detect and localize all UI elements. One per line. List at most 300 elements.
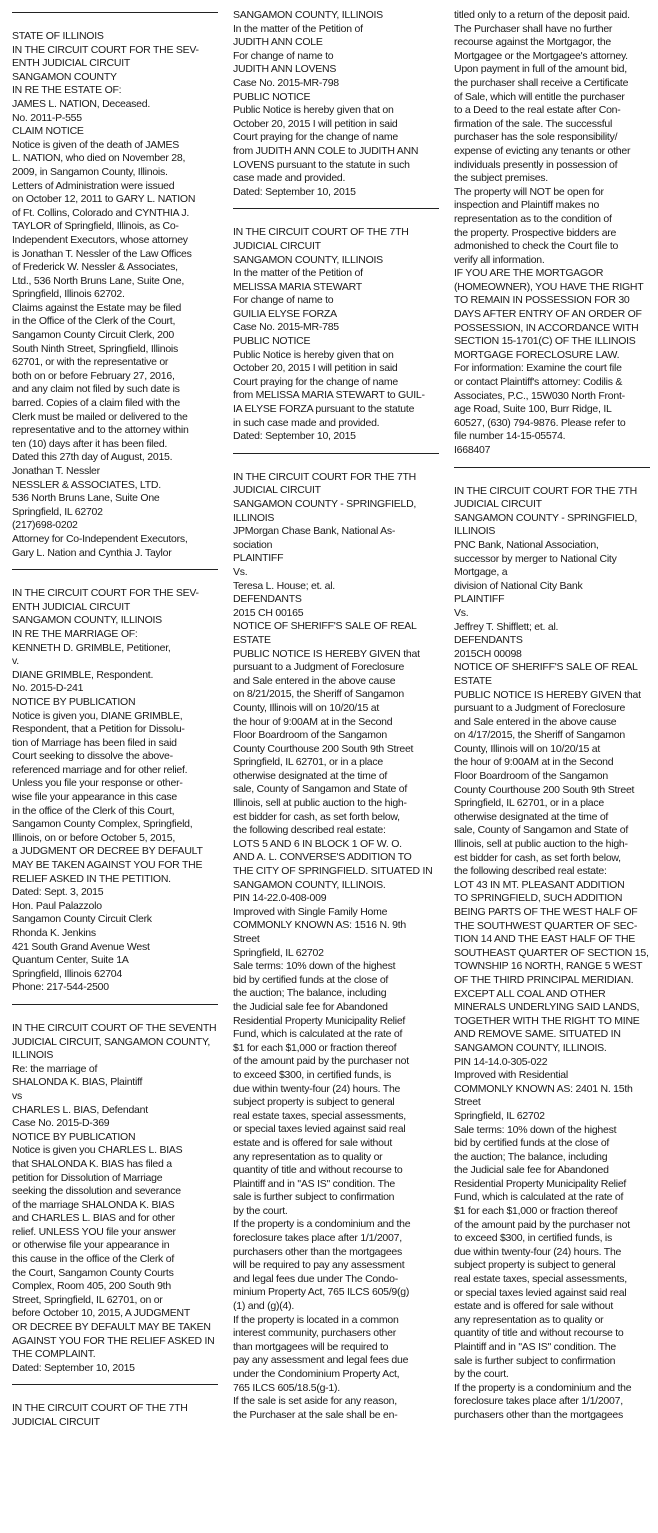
notice-line: NESSLER & ASSOCIATES, LTD. bbox=[12, 478, 161, 491]
notice-line: on 4/17/2015, the Sheriff of Sangamon bbox=[454, 729, 625, 742]
notice-line: If the property is a condominium and the bbox=[233, 1218, 411, 1231]
notice-line: If the property is a condominium and the bbox=[454, 1381, 632, 1394]
notice-line: sociation bbox=[233, 538, 273, 551]
notice-line: petition for Dissolution of Marriage bbox=[12, 1171, 163, 1184]
notice-line: pursuant to a Judgment of Foreclosure bbox=[233, 661, 405, 674]
notice-line: NOTICE OF SHERIFF'S SALE OF REAL bbox=[454, 661, 638, 674]
spacer bbox=[12, 560, 218, 569]
notice-line: that SHALONDA K. BIAS has filed a bbox=[12, 1157, 172, 1170]
notice-line: titled only to a return of the deposit paid. bbox=[454, 9, 630, 21]
notice-line: or special taxes levied against said real bbox=[454, 1286, 627, 1299]
notice-line: AGAINST YOU FOR THE RELIEF ASKED IN bbox=[12, 1334, 215, 1347]
notice-line: LOTS 5 AND 6 IN BLOCK 1 OF W. O. bbox=[233, 837, 402, 850]
notice-line: IA ELYSE FORZA pursuant to the statute bbox=[233, 403, 415, 416]
notice-line: PUBLIC NOTICE IS HEREBY GIVEN that bbox=[233, 647, 420, 660]
notice-line: NOTICE OF SHERIFF'S SALE OF REAL bbox=[233, 620, 417, 633]
notice-line: Hon. Paul Palazzolo bbox=[12, 899, 102, 912]
spacer bbox=[12, 995, 218, 1004]
notice-line: DEFENDANTS bbox=[233, 593, 302, 606]
notice-line: JUDICIAL CIRCUIT bbox=[233, 239, 321, 252]
notice-line: PUBLIC NOTICE bbox=[233, 90, 311, 103]
notice-line: from JUDITH ANN COLE to JUDITH ANN bbox=[233, 144, 419, 157]
notice-line: IN THE CIRCUIT COURT FOR THE SEV- bbox=[12, 43, 199, 56]
column-3 bbox=[454, 0, 650, 1533]
notice-line: on 8/21/2015, the Sheriff of Sangamon bbox=[233, 688, 404, 701]
notice-line: to a Deed to the real estate after Con- bbox=[454, 104, 621, 117]
notice-line: IF YOU ARE THE MORTGAGOR bbox=[454, 267, 604, 280]
notice-line: any representation as to quality or bbox=[454, 1313, 604, 1326]
notice-line: Ltd., 536 North Bruns Lane, Suite One, bbox=[12, 274, 185, 287]
notice-line: AND A. L. CONVERSE'S ADDITION TO bbox=[233, 851, 412, 864]
notice-line: Jeffrey T. Shifflett; et. al. bbox=[454, 620, 559, 633]
notice-line: 2015 CH 00165 bbox=[233, 606, 304, 619]
notice-line: Improved with Single Family Home bbox=[233, 905, 388, 918]
notice-line: COMMONLY KNOWN AS: 1516 N. 9th bbox=[233, 919, 406, 932]
notice-line: purchasers other than the mortgagees bbox=[233, 1245, 403, 1258]
legal-notice bbox=[12, 587, 218, 995]
spacer bbox=[233, 209, 439, 226]
notice-line: For change of name to bbox=[233, 49, 334, 62]
notice-line: Sangamon County Circuit Clerk, 200 bbox=[12, 329, 174, 342]
notice-line: than mortgagees will be required to bbox=[233, 1340, 389, 1353]
notice-line: Clerk must be mailed or delivered to the bbox=[12, 410, 188, 423]
notice-line: case made and provided. bbox=[233, 172, 346, 185]
legal-notice bbox=[454, 9, 650, 458]
notice-line: RELIEF ASKED IN THE PETITION. bbox=[12, 872, 171, 885]
notice-line: relief. UNLESS YOU file your answer bbox=[12, 1225, 176, 1238]
notice-line: JAMES L. NATION, Deceased. bbox=[12, 97, 151, 110]
notice-line: DAYS AFTER ENTRY OF AN ORDER OF bbox=[454, 308, 642, 321]
notice-line: barred. Copies of a claim filed with the bbox=[12, 397, 181, 410]
notice-line: the Judicial sale fee for Abandoned bbox=[233, 1000, 388, 1013]
notice-line: Upon payment in full of the amount bid, bbox=[454, 63, 627, 76]
notice-line: CHARLES L. BIAS, Defendant bbox=[12, 1103, 148, 1116]
notice-line: PNC Bank, National Association, bbox=[454, 538, 599, 551]
notice-line: IN THE CIRCUIT COURT FOR THE 7TH bbox=[233, 470, 416, 483]
notice-line: Letters of Administration were issued bbox=[12, 179, 175, 192]
notice-line: Public Notice is hereby given that on bbox=[233, 104, 394, 117]
notice-line: the property. Prospective bidders are bbox=[454, 226, 617, 239]
notice-line: subject property is subject to general bbox=[233, 1096, 395, 1109]
notice-line: Unless you file your response or other- bbox=[12, 777, 183, 790]
notice-line: Springfield, IL 62702 bbox=[233, 946, 324, 959]
column-2 bbox=[233, 0, 439, 1533]
notice-line: or contact Plaintiff's attorney: Codilis & bbox=[454, 376, 623, 389]
notice-line: and any claim not filed by such date is bbox=[12, 383, 180, 396]
notice-line: Springfield, Illinois 62702. bbox=[12, 288, 125, 301]
notice-line: or special taxes levied against said real bbox=[233, 1123, 406, 1136]
notice-line: In the matter of the Petition of bbox=[233, 267, 363, 280]
notice-line: PLAINTIFF bbox=[454, 593, 505, 606]
notice-line: Illinois, on or before October 5, 2015, bbox=[12, 831, 176, 844]
notice-line: Notice is given you CHARLES L. BIAS bbox=[12, 1144, 183, 1157]
notice-line: Case No. 2015-MR-798 bbox=[233, 76, 339, 89]
notice-line: Fund, which is calculated at the rate of bbox=[454, 1191, 624, 1204]
notice-line: MINERALS UNDERLYING SAID LANDS, bbox=[454, 1001, 640, 1014]
notice-line: ILLINOIS bbox=[12, 1049, 54, 1062]
notice-line: If the sale is set aside for any reason, bbox=[233, 1395, 397, 1408]
notice-line: Public Notice is hereby given that on bbox=[233, 348, 394, 361]
notice-line: County Courthouse 200 South 9th Street bbox=[454, 783, 635, 796]
notice-line: (1) and (g)(4). bbox=[233, 1300, 295, 1313]
spacer bbox=[12, 13, 218, 30]
notice-line: 2009, in Sangamon County, Illinois. bbox=[12, 165, 168, 178]
notice-line: the hour of 9:00AM at in the Second bbox=[454, 756, 614, 769]
notice-line: ESTATE bbox=[454, 674, 492, 687]
notice-line: Case No. 2015-D-369 bbox=[12, 1117, 110, 1130]
notice-line: the auction; The balance, including bbox=[233, 987, 387, 1000]
notice-line: October 20, 2015 I will petition in said bbox=[233, 362, 398, 375]
spacer bbox=[233, 0, 439, 9]
notice-line: (217)698-0202 bbox=[12, 519, 78, 532]
notice-line: quantity of title and without recourse to bbox=[454, 1327, 624, 1340]
notice-line: Springfield, IL 62702 bbox=[12, 505, 103, 518]
notice-line: Fund, which is calculated at the rate of bbox=[233, 1028, 403, 1041]
notice-line: Plaintiff and in "AS IS" condition. The bbox=[454, 1341, 616, 1353]
notice-line: estate and is offered for sale without bbox=[454, 1300, 613, 1313]
notice-line: to exceed $300, in certified funds, is bbox=[233, 1068, 392, 1081]
notice-line: JUDITH ANN LOVENS bbox=[233, 63, 337, 76]
notice-line: bid by certified funds at the close of bbox=[454, 1137, 610, 1150]
notice-line: ILLINOIS bbox=[233, 511, 275, 524]
notice-line: TAYLOR of Springfield, Illinois, as Co- bbox=[12, 220, 179, 233]
notice-line: purchaser has the sole responsibility/ bbox=[454, 131, 618, 144]
notice-line: Improved with Residential bbox=[454, 1069, 568, 1082]
notice-line: $1 for each $1,000 or fraction thereof bbox=[454, 1205, 618, 1218]
notice-line: ENTH JUDICIAL CIRCUIT bbox=[12, 57, 131, 70]
notice-line: Street bbox=[233, 933, 260, 945]
notice-line: the purchaser shall receive a Certificate bbox=[454, 76, 629, 89]
notice-line: by the court. bbox=[454, 1368, 509, 1381]
notice-line: sale is further subject to confirmation bbox=[233, 1191, 395, 1204]
notice-line: OF THE THIRD PRINCIPAL MERIDIAN. bbox=[454, 973, 634, 986]
notice-line: Dated: Sept. 3, 2015 bbox=[12, 886, 104, 899]
notice-line: Illinois, sell at public auction to the high- bbox=[233, 797, 407, 810]
notice-line: 536 North Bruns Lane, Suite One bbox=[12, 492, 160, 505]
notice-line: admonished to check the Court file to bbox=[454, 240, 619, 253]
notice-line: individuals presently in possession of bbox=[454, 158, 618, 171]
notice-line: Vs. bbox=[454, 606, 469, 619]
notice-line: LOT 43 IN MT. PLEASANT ADDITION bbox=[454, 878, 625, 891]
notice-line: IN RE THE ESTATE OF: bbox=[12, 84, 122, 97]
notice-line: Notice is given of the death of JAMES bbox=[12, 138, 180, 151]
notice-line: Dated: September 10, 2015 bbox=[233, 430, 356, 443]
notice-line: Springfield, IL 62701, or in a place bbox=[233, 756, 383, 769]
notice-line: ENTH JUDICIAL CIRCUIT bbox=[12, 600, 131, 613]
notice-line: Dated: September 10, 2015 bbox=[12, 1361, 135, 1374]
notice-line: a JUDGMENT OR DECREE BY DEFAULT bbox=[12, 845, 203, 858]
notice-line: AND REMOVE SAME. SITUATED IN bbox=[454, 1028, 621, 1041]
notice-line: real estate taxes, special assessments, bbox=[233, 1109, 406, 1122]
notice-line: wise file your appearance in this case bbox=[12, 791, 178, 804]
notice-line: CLAIM NOTICE bbox=[12, 125, 84, 138]
notice-line: Springfield, IL 62701, or in a place bbox=[454, 797, 604, 810]
notice-line: Sale terms: 10% down of the highest bbox=[454, 1123, 617, 1136]
notice-line: Court praying for the change of name bbox=[233, 131, 398, 144]
notice-line: Springfield, IL 62702 bbox=[454, 1109, 545, 1122]
notice-line: Complex, Room 405, 200 South 9th bbox=[12, 1280, 171, 1293]
notice-line: Teresa L. House; et. al. bbox=[233, 579, 335, 592]
notice-line: PUBLIC NOTICE bbox=[233, 335, 311, 348]
notice-line: Court praying for the change of name bbox=[233, 375, 398, 388]
notice-line: Illinois, sell at public auction to the high- bbox=[454, 838, 628, 851]
notice-line: in the Office of the Clerk of the Court, bbox=[12, 315, 176, 328]
notice-line: ILLINOIS bbox=[454, 525, 496, 538]
notice-line: expense of evicting any tenants or other bbox=[454, 144, 631, 157]
notice-line: the subject premises. bbox=[454, 172, 548, 185]
notice-line: Floor Boardroom of the Sangamon bbox=[454, 770, 608, 783]
notice-line: IN THE CIRCUIT COURT OF THE 7TH bbox=[233, 226, 409, 239]
notice-line: any representation as to quality or bbox=[233, 1150, 383, 1163]
notice-line: SANGAMON COUNTY, ILLINOIS. bbox=[233, 878, 386, 891]
notice-line: Re: the marriage of bbox=[12, 1062, 98, 1075]
notice-line: SANGAMON COUNTY, ILLINOIS. bbox=[454, 1041, 607, 1054]
notice-line: KENNETH D. GRIMBLE, Petitioner, bbox=[12, 641, 171, 654]
notice-line: JUDITH ANN COLE bbox=[233, 36, 323, 49]
notice-line: County, Illinois will on 10/20/15 at bbox=[454, 742, 601, 755]
notice-line: JUDICIAL CIRCUIT bbox=[454, 498, 542, 511]
notice-line: 765 ILCS 605/18.5(g-1). bbox=[233, 1381, 340, 1394]
notice-line: MORTGAGE FORECLOSURE LAW. bbox=[454, 348, 620, 361]
notice-line: pay any assessment and legal fees due bbox=[233, 1354, 409, 1367]
notice-line: successor by merger to National City bbox=[454, 552, 617, 565]
notice-line: sale, County of Sangamon and State of bbox=[233, 783, 408, 796]
notice-line: TO REMAIN IN POSSESSION FOR 30 bbox=[454, 294, 630, 307]
notice-line: 60527, (630) 794-9876. Please refer to bbox=[454, 416, 626, 429]
notice-line: real estate taxes, special assessments, bbox=[454, 1273, 627, 1286]
notice-line: representation as to the condition of bbox=[454, 212, 612, 225]
notice-line: otherwise designated at the time of bbox=[454, 810, 609, 823]
notice-line: Claims against the Estate may be filed bbox=[12, 301, 182, 314]
notice-line: of Frederick W. Nessler & Associates, bbox=[12, 261, 178, 274]
notice-line: Independent Executors, whose attorney bbox=[12, 233, 188, 246]
spacer bbox=[454, 458, 650, 467]
notice-line: No. 2015-D-241 bbox=[12, 682, 84, 695]
notice-line: THE SOUTHWEST QUARTER OF SEC- bbox=[454, 919, 638, 932]
notice-line: quantity of title and without recourse to bbox=[233, 1164, 403, 1177]
notice-line: IN THE CIRCUIT COURT FOR THE SEV- bbox=[12, 587, 199, 600]
notice-line: in such case made and provided. bbox=[233, 416, 380, 429]
column-1 bbox=[12, 0, 218, 1533]
notice-line: Residential Property Municipality Relief bbox=[233, 1014, 406, 1027]
notice-line: SANGAMON COUNTY, ILLINOIS bbox=[12, 614, 162, 627]
notice-line: JUDICIAL CIRCUIT, SANGAMON COUNTY, bbox=[12, 1035, 211, 1048]
spacer bbox=[454, 468, 650, 485]
notice-line: due within twenty-four (24) hours. The bbox=[233, 1082, 401, 1095]
notice-line: The property will NOT be open for bbox=[454, 185, 604, 198]
notice-line: MAY BE TAKEN AGAINST YOU FOR THE bbox=[12, 859, 203, 872]
notice-line: Floor Boardroom of the Sangamon bbox=[233, 729, 387, 742]
notice-line: LOVENS pursuant to the statute in such bbox=[233, 158, 410, 171]
notice-line: minium Property Act, 765 ILCS 605/9(g) bbox=[233, 1286, 410, 1299]
notice-line: Case No. 2015-MR-785 bbox=[233, 321, 339, 334]
notice-line: Mortgagee or the Mortgagee's attorney. bbox=[454, 49, 628, 62]
notice-line: of Ft. Collins, Colorado and CYNTHIA J. bbox=[12, 206, 189, 219]
notice-line: 421 South Grand Avenue West bbox=[12, 940, 150, 953]
notice-line: $1 for each $1,000 or fraction thereof bbox=[233, 1041, 397, 1054]
notice-line: and Sale entered in the above cause bbox=[233, 674, 396, 687]
notice-line: Gary L. Nation and Cynthia J. Taylor bbox=[12, 546, 172, 559]
notice-line: the following described real estate: bbox=[233, 824, 386, 837]
spacer bbox=[12, 1375, 218, 1384]
notice-line: and Sale entered in the above cause bbox=[454, 715, 617, 728]
notice-line: Vs. bbox=[233, 565, 248, 578]
notice-line: 2015CH 00098 bbox=[454, 647, 522, 660]
notice-line: IN THE CIRCUIT COURT FOR THE 7TH bbox=[454, 484, 637, 497]
notice-line: Sangamon County Complex, Springfield, bbox=[12, 818, 193, 831]
notice-line: TOGETHER WITH THE RIGHT TO MINE bbox=[454, 1014, 640, 1027]
notice-line: GUILIA ELYSE FORZA bbox=[233, 307, 337, 320]
notice-line: before October 10, 2015, A JUDGMENT bbox=[12, 1307, 191, 1320]
notice-line: L. NATION, who died on November 28, bbox=[12, 152, 186, 165]
notice-line: est bidder for cash, as set forth below, bbox=[454, 851, 621, 864]
spacer bbox=[12, 570, 218, 587]
notice-line: foreclosure takes place after 1/1/2007, bbox=[233, 1232, 402, 1245]
notice-line: inspection and Plaintiff makes no bbox=[454, 199, 600, 212]
notice-line: NOTICE BY PUBLICATION bbox=[12, 1130, 136, 1143]
notice-line: TOWNSHIP 16 NORTH, RANGE 5 WEST bbox=[454, 960, 643, 973]
notice-line: sale is further subject to confirmation bbox=[454, 1354, 616, 1367]
spacer bbox=[233, 454, 439, 471]
notice-line: October 20, 2015 I will petition in said bbox=[233, 117, 398, 130]
notice-line: IN RE THE MARRIAGE OF: bbox=[12, 627, 138, 640]
notice-line: division of National City Bank bbox=[454, 579, 583, 592]
legal-notice bbox=[454, 485, 650, 1423]
notice-line: SHALONDA K. BIAS, Plaintiff bbox=[12, 1076, 143, 1089]
notice-line: pursuant to a Judgment of Foreclosure bbox=[454, 702, 626, 715]
notice-line: will be required to pay any assessment bbox=[233, 1259, 405, 1272]
notice-line: JUDICIAL CIRCUIT bbox=[233, 484, 321, 497]
notice-line: subject property is subject to general bbox=[454, 1259, 616, 1272]
notice-line: 62701, or with the representative or bbox=[12, 356, 169, 369]
legal-notice bbox=[12, 30, 218, 560]
notice-line: Springfield, Illinois 62704 bbox=[12, 967, 122, 980]
notice-line: ESTATE bbox=[233, 633, 271, 646]
notice-line: vs bbox=[12, 1089, 22, 1102]
notice-line: Street bbox=[454, 1096, 481, 1109]
notice-line: DEFENDANTS bbox=[454, 634, 523, 647]
notice-line: TION 14 AND THE EAST HALF OF THE bbox=[454, 933, 636, 946]
notice-line: in the office of the Clerk of this Court, bbox=[12, 804, 175, 817]
notice-line: EXCEPT ALL COAL AND OTHER bbox=[454, 987, 606, 1000]
notice-line: TO SPRINGFIELD, SUCH ADDITION bbox=[454, 892, 623, 905]
notice-line: otherwise designated at the time of bbox=[233, 769, 388, 782]
notice-line: (HOMEOWNER), YOU HAVE THE RIGHT bbox=[454, 280, 644, 293]
notice-line: is Jonathan T. Nessler of the Law Offices bbox=[12, 247, 192, 260]
notice-line: sale, County of Sangamon and State of bbox=[454, 824, 629, 837]
notice-line: DIANE GRIMBLE, Respondent. bbox=[12, 668, 154, 681]
notice-line: the hour of 9:00AM at in the Second bbox=[233, 715, 393, 728]
notice-line: Court seeking to dissolve the above- bbox=[12, 750, 173, 763]
notice-line: est bidder for cash, as set forth below, bbox=[233, 810, 400, 823]
notice-line: County, Illinois will on 10/20/15 at bbox=[233, 701, 380, 714]
notice-line: BEING PARTS OF THE WEST HALF OF bbox=[454, 906, 638, 918]
legal-notice bbox=[233, 471, 439, 1423]
notice-line: the auction; The balance, including bbox=[454, 1150, 608, 1163]
notice-line: Mortgage, a bbox=[454, 566, 508, 579]
notice-line: file number 14-15-05574. bbox=[454, 430, 566, 443]
legal-notice bbox=[233, 226, 439, 444]
notice-line: SOUTHEAST QUARTER OF SECTION 15, bbox=[454, 946, 649, 959]
notice-line: firmation of the sale. The successful bbox=[454, 117, 613, 130]
notice-line: PUBLIC NOTICE IS HEREBY GIVEN that bbox=[454, 688, 641, 701]
spacer bbox=[233, 199, 439, 208]
notice-line: Jonathan T. Nessler bbox=[12, 465, 100, 477]
notice-line: Plaintiff and in "AS IS" condition. The bbox=[233, 1177, 395, 1190]
notice-line: foreclosure takes place after 1/1/2007, bbox=[454, 1395, 623, 1408]
notice-line: referenced marriage and for other relief. bbox=[12, 763, 188, 776]
notice-line: the Judicial sale fee for Abandoned bbox=[454, 1164, 609, 1177]
notice-line: COMMONLY KNOWN AS: 2401 N. 15th bbox=[454, 1082, 633, 1095]
notice-line: of Sale, which will entitle the purchaser bbox=[454, 90, 625, 103]
notice-line: Attorney for Co-Independent Executors, bbox=[12, 532, 188, 545]
notice-line: The Purchaser shall have no further bbox=[454, 22, 613, 35]
notice-line: SANGAMON COUNTY bbox=[12, 70, 117, 83]
notice-line: SANGAMON COUNTY, ILLINOIS bbox=[233, 253, 383, 266]
notice-line: under the Condominium Property Act, bbox=[233, 1368, 400, 1380]
notice-line: JUDICIAL CIRCUIT bbox=[12, 1416, 100, 1428]
notice-line: to exceed $300, in certified funds, is bbox=[454, 1232, 613, 1245]
notice-line: and legal fees due under The Condo- bbox=[233, 1272, 399, 1285]
notice-line: on October 12, 2011 to GARY L. NATION bbox=[12, 193, 196, 206]
notice-line: representative and to the attorney within bbox=[12, 424, 189, 437]
notice-line: JPMorgan Chase Bank, National As- bbox=[233, 525, 396, 538]
notice-line: SANGAMON COUNTY - SPRINGFIELD, bbox=[454, 511, 638, 524]
notice-line: THE CITY OF SPRINGFIELD. SITUATED IN bbox=[233, 865, 433, 878]
notice-line: THE COMPLAINT. bbox=[12, 1348, 96, 1361]
notice-line: this cause in the office of the Clerk of bbox=[12, 1253, 174, 1266]
notice-line: If the property is located in a common bbox=[233, 1313, 399, 1326]
spacer bbox=[454, 0, 650, 9]
spacer bbox=[12, 1385, 218, 1402]
notice-line: No. 2011-P-555 bbox=[12, 111, 82, 124]
notice-line: the Court, Sangamon County Courts bbox=[12, 1266, 174, 1279]
notice-line: or otherwise file your appearance in bbox=[12, 1239, 170, 1252]
spacer bbox=[233, 444, 439, 453]
notice-line: NOTICE BY PUBLICATION bbox=[12, 695, 136, 708]
notice-line: County Courthouse 200 South 9th Street bbox=[233, 742, 414, 755]
notice-line: v. bbox=[12, 655, 19, 668]
legal-notice bbox=[233, 9, 439, 199]
notice-line: estate and is offered for sale without bbox=[233, 1136, 392, 1149]
spacer bbox=[12, 1005, 218, 1022]
notice-line: by the court. bbox=[233, 1204, 288, 1217]
notice-line: Dated: September 10, 2015 bbox=[233, 185, 356, 198]
notice-line: South Ninth Street, Springfield, Illinois bbox=[12, 342, 179, 355]
notice-line: SANGAMON COUNTY, ILLINOIS bbox=[233, 9, 383, 21]
notice-line: Quantum Center, Suite 1A bbox=[12, 954, 129, 967]
notice-line: interest community, purchasers other bbox=[233, 1327, 396, 1340]
notice-line: OR DECREE BY DEFAULT MAY BE TAKEN bbox=[12, 1321, 211, 1334]
notice-line: Notice is given you, DIANE GRIMBLE, bbox=[12, 709, 183, 722]
notice-line: tion of Marriage has been filed in said bbox=[12, 736, 177, 749]
notice-line: Street, Springfield, IL 62701, on or bbox=[12, 1293, 163, 1306]
notice-line: For information: Examine the court file bbox=[454, 362, 622, 375]
notice-line: and CHARLES L. BIAS and for other bbox=[12, 1212, 175, 1225]
notice-line: Phone: 217-544-2500 bbox=[12, 981, 109, 994]
notice-line: For change of name to bbox=[233, 294, 334, 307]
notice-line: of the marriage SHALONDA K. BIAS bbox=[12, 1198, 175, 1211]
notice-line: Residential Property Municipality Relief bbox=[454, 1177, 627, 1190]
notice-line: seeking the dissolution and severance bbox=[12, 1185, 181, 1198]
notice-line: In the matter of the Petition of bbox=[233, 22, 363, 35]
notice-line: MELISSA MARIA STEWART bbox=[233, 280, 362, 293]
notice-line: SANGAMON COUNTY - SPRINGFIELD, bbox=[233, 498, 417, 510]
notice-line: recourse against the Mortgagor, the bbox=[454, 36, 612, 49]
notice-line: ten (10) days after it has been filed. bbox=[12, 437, 168, 450]
notice-line: Sangamon County Circuit Clerk bbox=[12, 913, 152, 926]
notice-line: purchasers other than the mortgagees bbox=[454, 1408, 624, 1421]
